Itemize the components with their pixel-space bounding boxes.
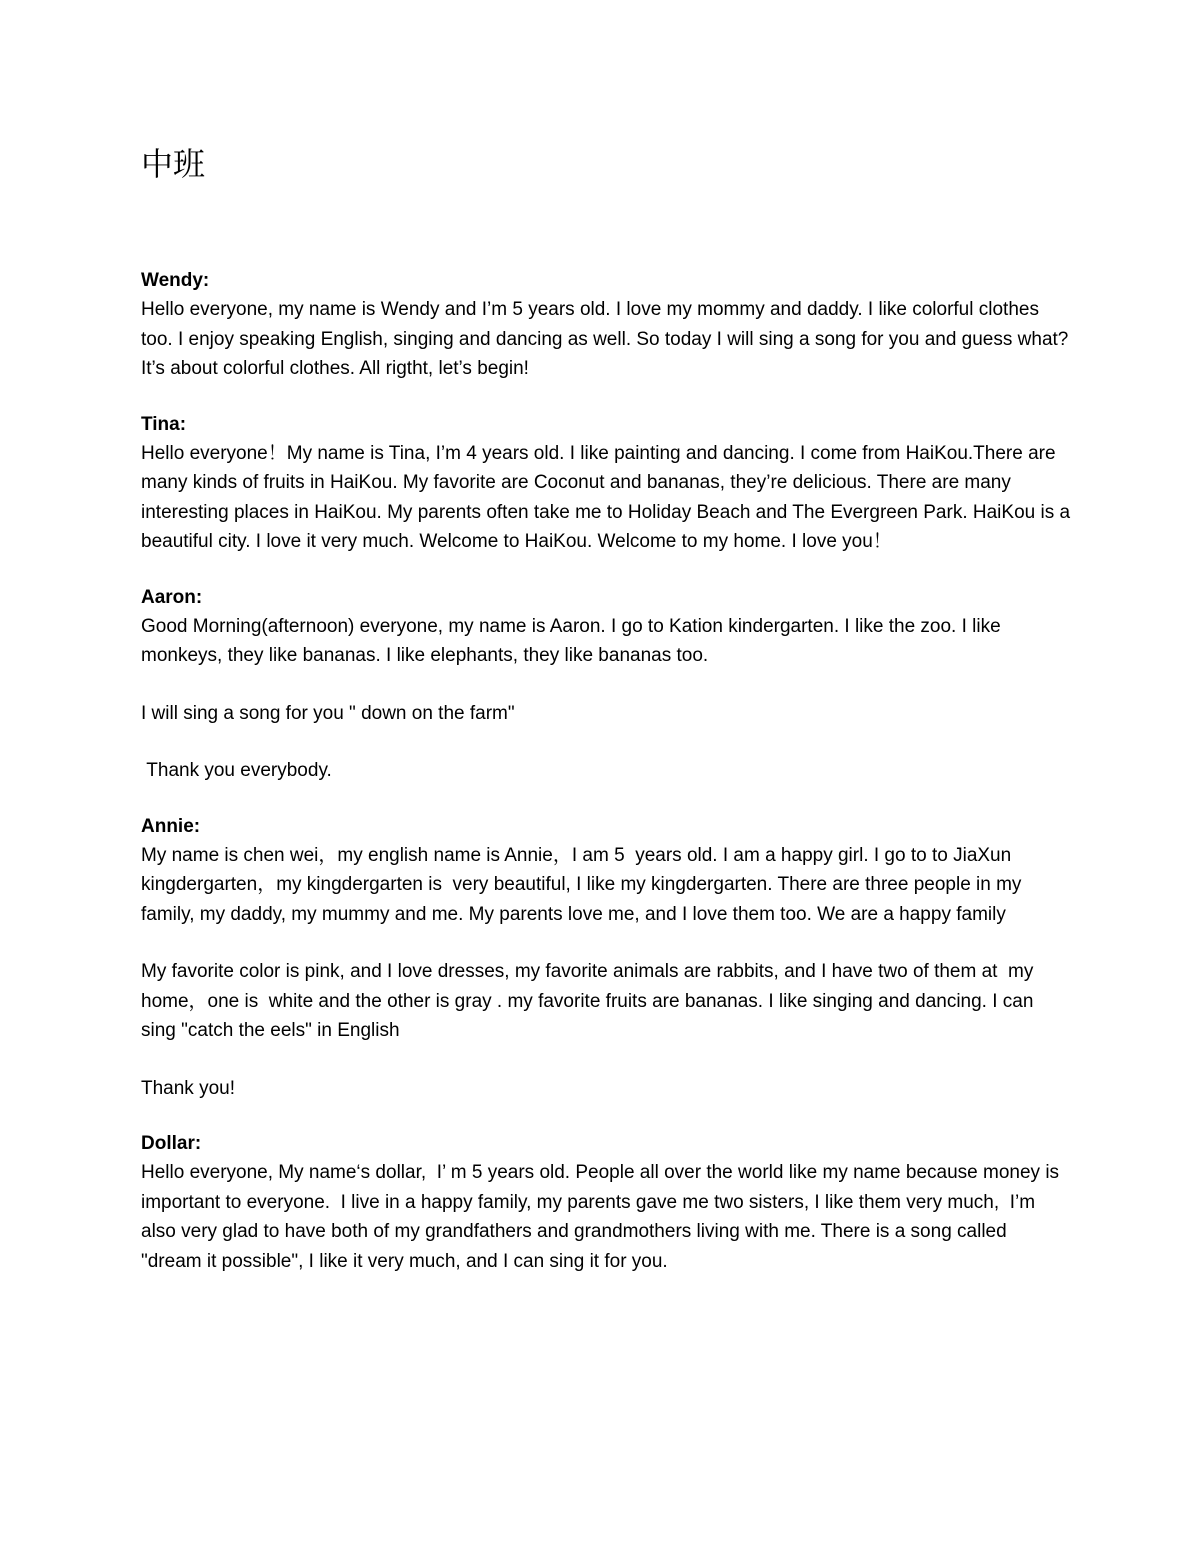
section-wendy — [141, 266, 1074, 384]
speech-paragraph: My name is chen wei，my english name is Annie，I am 5 years old. I am a happy girl. I go to to JiaXun kingdergarten，my kingdergarten is very beautiful, I like my kingdergarten. There are three people in my family, my daddy, my mummy and me. My parents love me, and I love them too. We are a happy family — [141, 844, 1027, 925]
speaker-name: Tina: — [141, 413, 187, 435]
section-tina — [141, 410, 1076, 557]
speech-paragraph: My favorite color is pink, and I love dresses, my favorite animals are rabbits, and I have two of them at my home，one is white and the other is gray . my favorite fruits are bananas. I like singing and dancing. I can sing "catch the eels" in English — [141, 961, 1039, 1041]
section-dollar — [141, 1129, 1071, 1276]
speech-paragraph: I will sing a song for you " down on the farm" — [141, 702, 515, 724]
speech-paragraph: Hello everyone, my name is Wendy and I’m 5 years old. I love my mommy and daddy. I like colorful clothes too. I enjoy speaking English, singing and dancing as well. So today I will sing a song for you and guess what? It’s about colorful clothes. All rigtht, let’s begin! — [141, 299, 1074, 379]
speech-paragraph: Thank you! — [141, 1077, 235, 1099]
speaker-name: Dollar: — [141, 1133, 202, 1154]
speaker-name: Wendy: — [141, 270, 210, 291]
speech-paragraph: Hello everyone, My name‘s dollar, I’ m 5 years old. People all over the world like my name because money is important to everyone. I live in a happy family, my parents gave me two sisters, I like them very much, I’m also very glad to have both of my grandfathers and grandmothers living with me. There is a song called "dream it possible", I like it very much, and I can sing it for you. — [141, 1162, 1065, 1272]
speaker-name: Aaron: — [141, 586, 203, 608]
speech-paragraph: Thank you everybody. — [141, 760, 332, 781]
document-title: 中班 — [141, 145, 206, 183]
section-annie — [141, 812, 1071, 1104]
speech-paragraph: Good Morning(afternoon) everyone, my name is Aaron. I go to Kation kindergarten. I like the zoo. I like monkeys, they like bananas. I like elephants, they like bananas too. — [141, 615, 1006, 666]
speaker-name: Annie: — [141, 815, 201, 837]
speech-paragraph: Hello everyone！My name is Tina, I’m 4 years old. I like painting and dancing. I come from HaiKou.There are many kinds of fruits in HaiKou. My favorite are Coconut and bananas, they’re delicious. There are many interesting places in HaiKou. My parents often take me to Holiday Beach and The Evergreen Park. HaiKou is a beautiful city. I love it very much. Welcome to HaiKou. Welcome to my home. I love you！ — [141, 442, 1076, 552]
section-aaron — [141, 583, 1071, 786]
document-page — [141, 140, 1076, 1302]
